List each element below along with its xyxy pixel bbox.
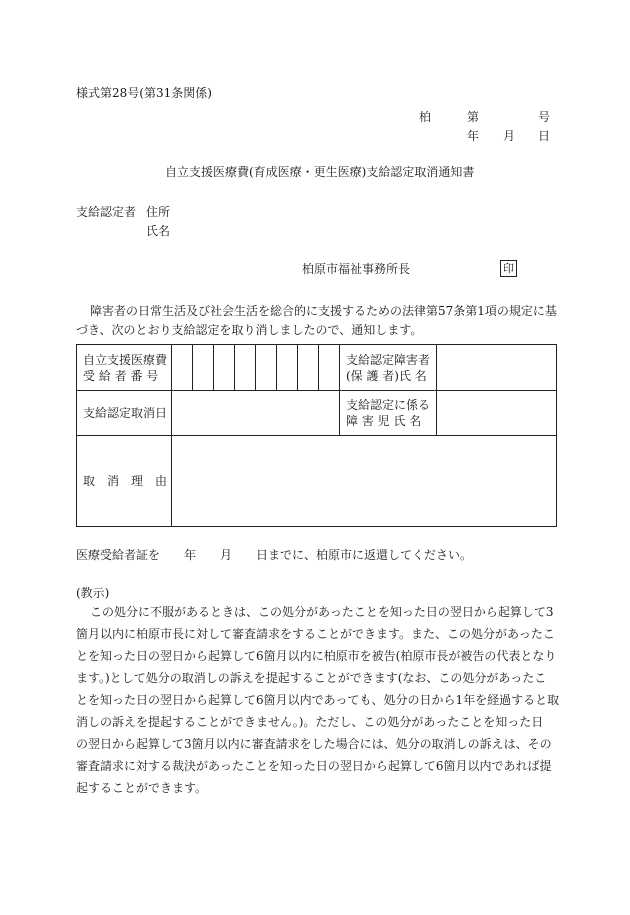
- instruction-heading: (教示): [76, 586, 110, 600]
- recipient-number-label: 自立支援医療費 受 給 者 番 号: [77, 345, 172, 391]
- recipient-number-digit[interactable]: [256, 345, 277, 391]
- return-notice-part2: 日までに、柏原市に返還してください。: [256, 548, 473, 562]
- child-name-field[interactable]: [437, 391, 557, 436]
- child-name-label: 支給認定に係る 障 害 児 氏 名: [340, 391, 437, 436]
- return-notice-part1: 医療受給者証を: [76, 548, 161, 562]
- doc-number-prefix: 柏: [419, 110, 432, 124]
- date-day: 日: [538, 129, 551, 143]
- instruction-line: 起することができます。: [76, 781, 208, 795]
- info-table: [76, 344, 557, 527]
- recipient-number-digit[interactable]: [214, 345, 235, 391]
- intro-line-2: づき、次のとおり支給認定を取り消しましたので、通知します。: [76, 323, 423, 337]
- name-label: 氏名: [146, 224, 171, 238]
- document-title: 自立支援医療費(育成医療・更生医療)支給認定取消通知書: [165, 165, 475, 179]
- recipient-number-digit[interactable]: [172, 345, 193, 391]
- instruction-line: とを知った日の翌日から起算して6箇月以内に柏原市を被告(柏原市長が被告の代表となり: [76, 649, 557, 663]
- recipient-number-digit[interactable]: [277, 345, 298, 391]
- reason-field[interactable]: [172, 436, 557, 527]
- recipient-number-digit[interactable]: [193, 345, 214, 391]
- recipient-label: 支給認定者: [76, 205, 137, 219]
- doc-number-mid: 第: [467, 110, 480, 124]
- instruction-line: の翌日から起算して3箇月以内に審査請求をした場合には、処分の取消しの訴えは、その: [76, 737, 552, 751]
- instruction-line: 消しの訴えを提起することができません。)。ただし、この処分があったことを知った日: [76, 715, 544, 729]
- instruction-line: この処分に不服があるときは、この処分があったことを知った日の翌日から起算して3: [90, 605, 554, 619]
- form-number: 様式第28号(第31条関係): [76, 86, 212, 100]
- cancel-date-label: 支給認定取消日: [77, 391, 172, 436]
- date-year: 年: [467, 129, 480, 143]
- doc-number-suffix: 号: [538, 110, 551, 124]
- reason-label: 取 消 理 由: [77, 436, 172, 527]
- guardian-name-field[interactable]: [437, 345, 557, 391]
- instruction-line: 審査請求に対する裁決があったことを知った日の翌日から起算して6箇月以内であれば提: [76, 759, 552, 773]
- address-label: 住所: [146, 205, 171, 219]
- issuer-name: 柏原市福祉事務所長: [302, 262, 411, 276]
- guardian-name-label: 支給認定障害者 (保 護 者)氏 名: [340, 345, 437, 391]
- return-notice-month: 月: [220, 548, 233, 562]
- recipient-number-digit[interactable]: [235, 345, 256, 391]
- instruction-line: 箇月以内に柏原市長に対して審査請求をすることができます。また、この処分があったこ: [76, 627, 555, 641]
- recipient-number-digit[interactable]: [298, 345, 319, 391]
- intro-line-1: 障害者の日常生活及び社会生活を総合的に支援するための法律第57条第1項の規定に基: [90, 304, 557, 318]
- instruction-line: とを知った日の翌日から起算して6箇月以内であっても、処分の日から1年を経過すると取: [76, 693, 560, 707]
- date-month: 月: [503, 129, 516, 143]
- seal-mark: 印: [500, 260, 517, 277]
- instruction-line: ます。)として処分の取消しの訴えを提起することができます(なお、この処分があったこ: [76, 671, 547, 685]
- cancel-date-field[interactable]: [172, 391, 340, 436]
- recipient-number-digit[interactable]: [319, 345, 340, 391]
- return-notice-year: 年: [184, 548, 197, 562]
